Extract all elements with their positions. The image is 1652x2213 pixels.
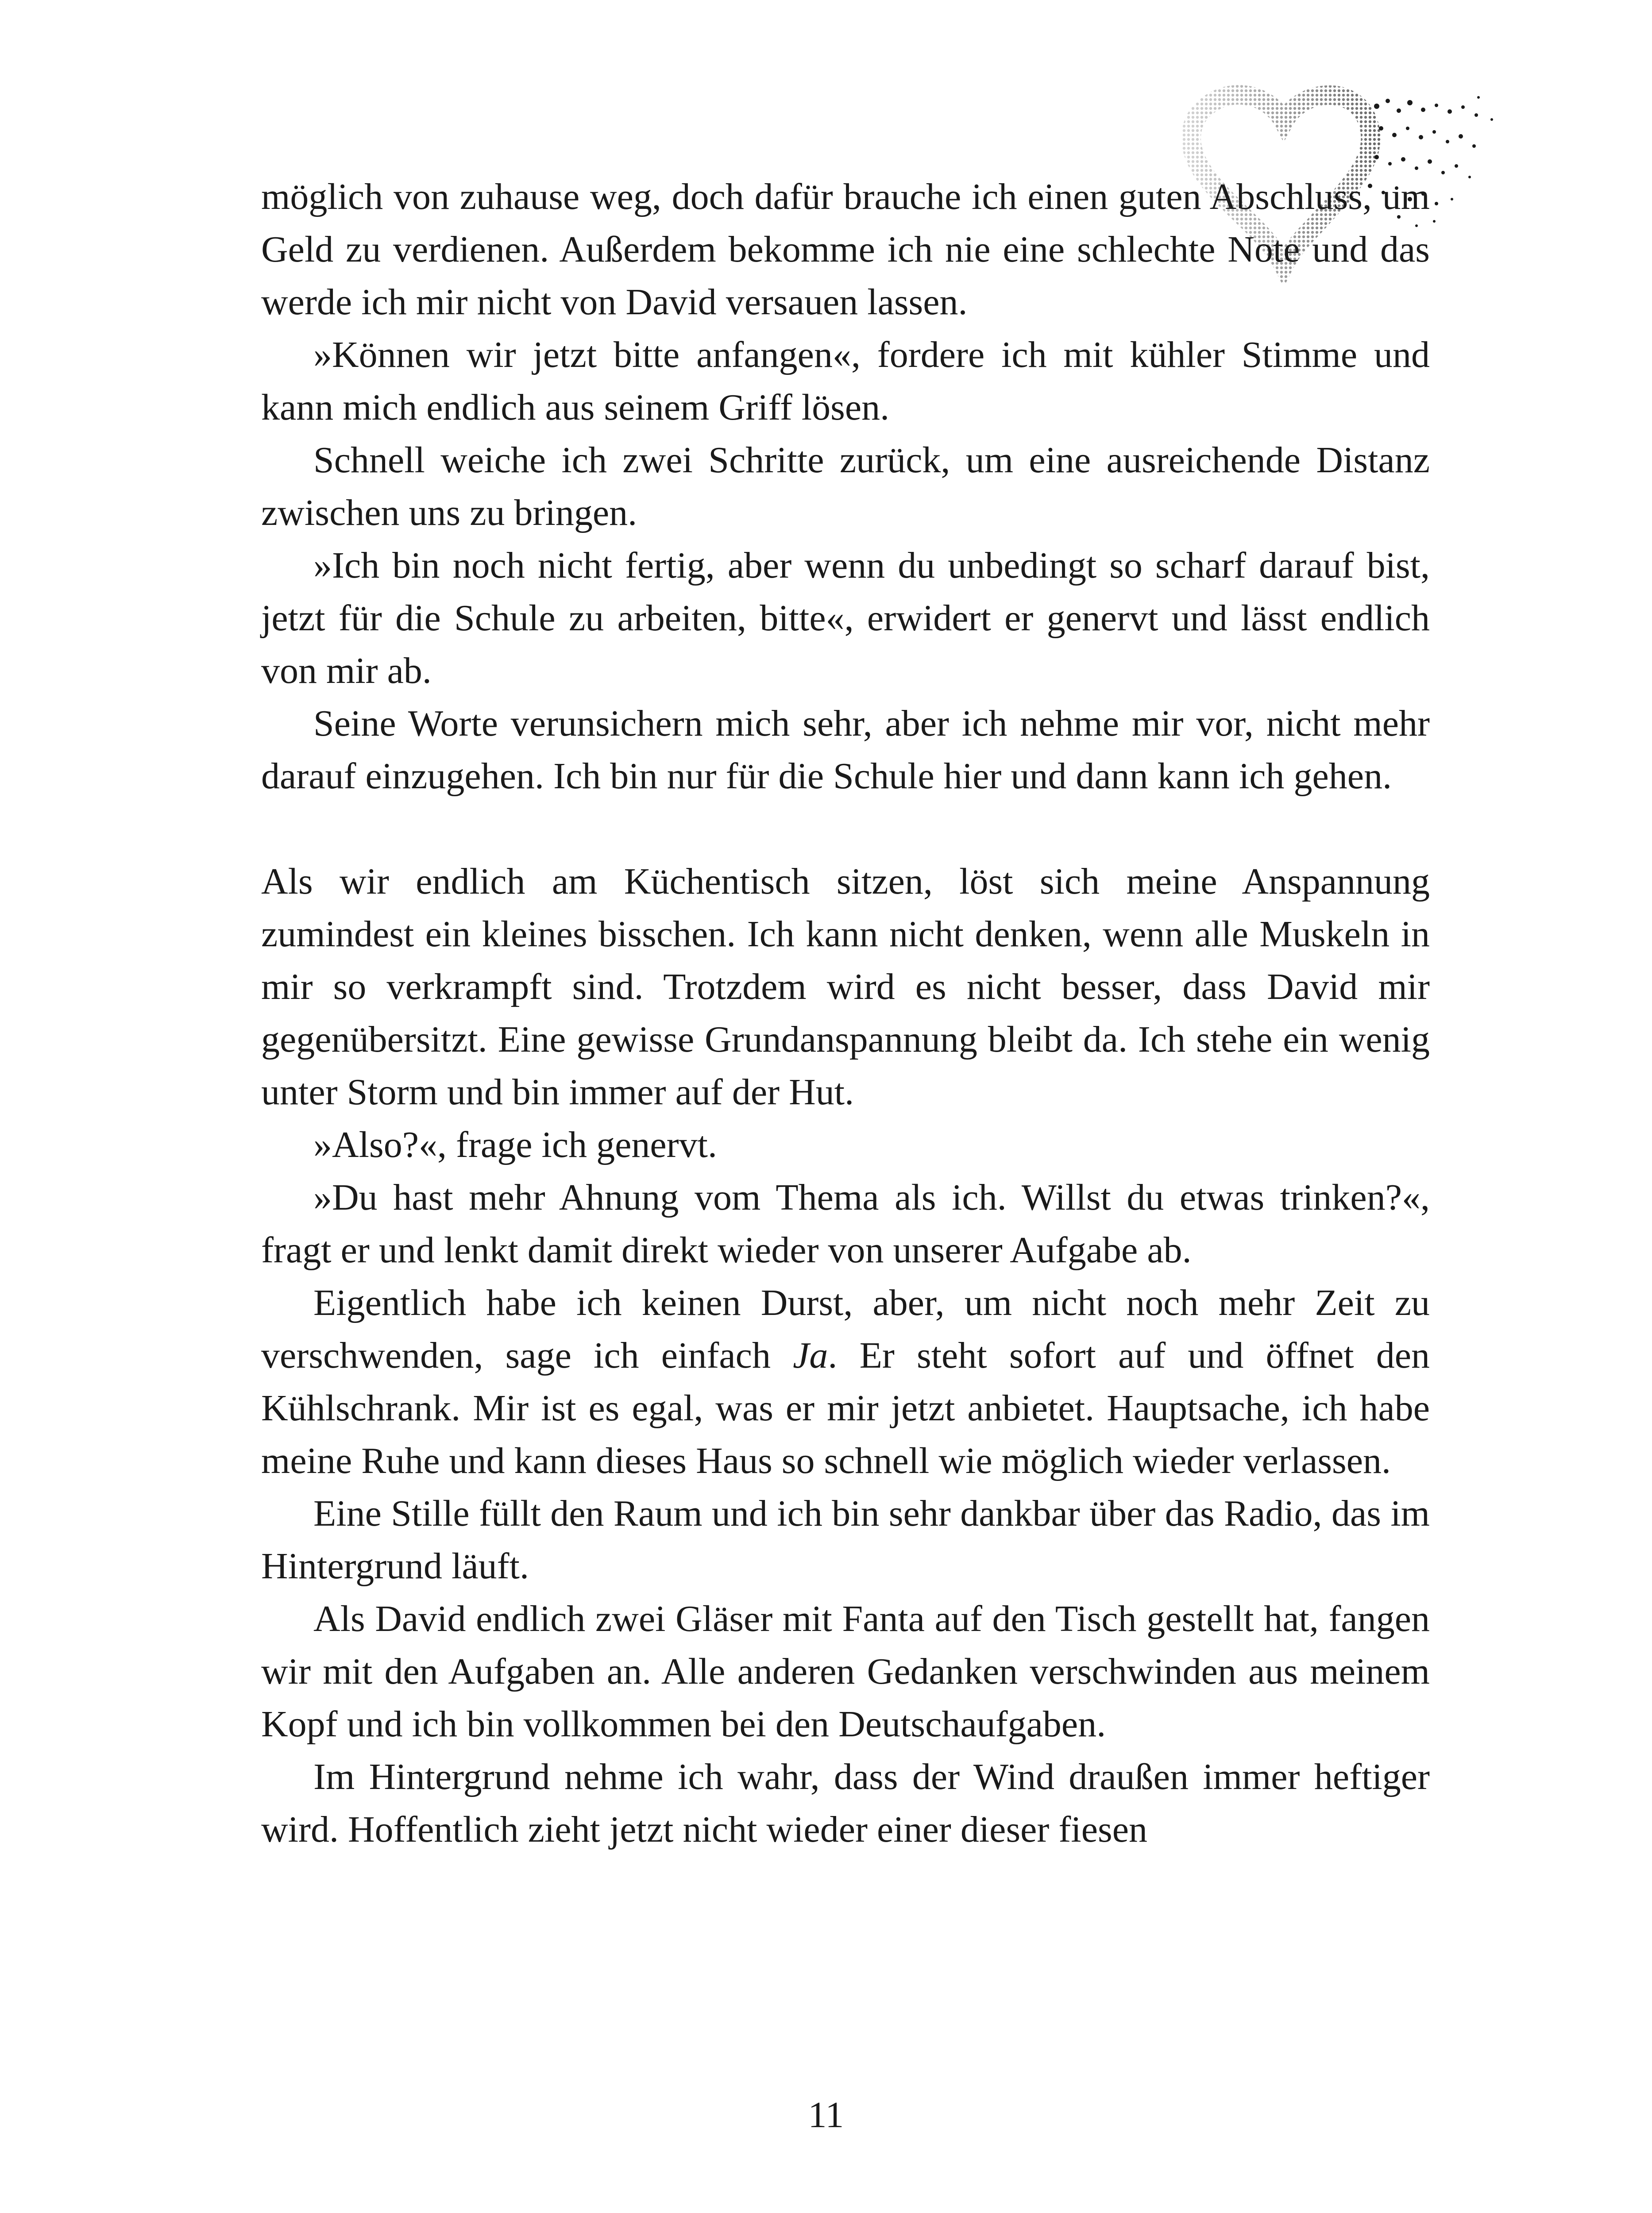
paragraph: »Können wir jetzt bitte anfangen«, fordere ich mit kühler Stimme und kann mich endlich aus seinem Griff lösen. (261, 334, 1430, 428)
emphasis-text: Ja (793, 1335, 828, 1376)
paragraph: Als David endlich zwei Gläser mit Fanta auf den Tisch gestellt hat, fangen wir mit den Aufgaben an. Alle anderen Gedanken verschwinden aus meinem Kopf und ich bin vollkommen bei den Deutschaufgaben. (261, 1598, 1430, 1745)
paragraph: Als wir endlich am Küchentisch sitzen, löst sich meine Anspannung zumindest ein kleines bisschen. Ich kann nicht denken, wenn alle Muskeln in mir so verkrampft sind. Trotzdem wird es nicht besser, dass David mir gegenübersitzt. Eine gewisse Grundanspannung bleibt da. Ich stehe ein wenig unter Storm und bin immer auf der Hut. (261, 861, 1430, 1113)
paragraph: Im Hintergrund nehme ich wahr, dass der Wind draußen immer heftiger wird. Hoffentlich zieht jetzt nicht wieder einer dieser fiesen (261, 1756, 1430, 1850)
paragraph-part: . Er steht sofort auf und öffnet den Kühlschrank. Mir ist es egal, was er mir jetzt anbietet. Hauptsache, ich habe meine Ruhe und kann dieses Haus so schnell wie möglich wieder verlassen. (261, 1335, 1430, 1481)
paragraph (261, 1276, 1430, 1487)
paragraph: »Also?«, frage ich genervt. (313, 1124, 717, 1165)
paragraph: »Du hast mehr Ahnung vom Thema als ich. Willst du etwas trinken?«, fragt er und lenkt damit direkt wieder von unserer Aufgabe ab. (261, 1177, 1430, 1271)
paragraph: Schnell weiche ich zwei Schritte zurück, um eine ausreichende Distanz zwischen uns zu bringen. (261, 440, 1430, 533)
paragraph-part: Eigentlich habe ich keinen Durst, aber, um nicht noch mehr Zeit zu verschwenden, sage ich einfach (261, 1282, 1430, 1376)
paragraph: Seine Worte verunsichern mich sehr, aber ich nehme mir vor, nicht mehr darauf einzugehen. Ich bin nur für die Schule hier und dann kann ich gehen. (261, 703, 1430, 797)
paragraph: möglich von zuhause weg, doch dafür brauche ich einen guten Abschluss, um Geld zu verdienen. Außerdem bekomme ich nie eine schlechte Note und das werde ich mir nicht von David versauen lassen. (261, 176, 1430, 323)
paragraph: »Ich bin noch nicht fertig, aber wenn du unbedingt so scharf darauf bist, jetzt für die Schule zu arbeiten, bitte«, erwidert er genervt und lässt endlich von mir ab. (261, 545, 1430, 691)
body-text (261, 170, 1430, 1856)
paragraph: Eine Stille füllt den Raum und ich bin sehr dankbar über das Radio, das im Hintergrund läuft. (261, 1493, 1430, 1587)
page-number: 11 (808, 2094, 844, 2136)
